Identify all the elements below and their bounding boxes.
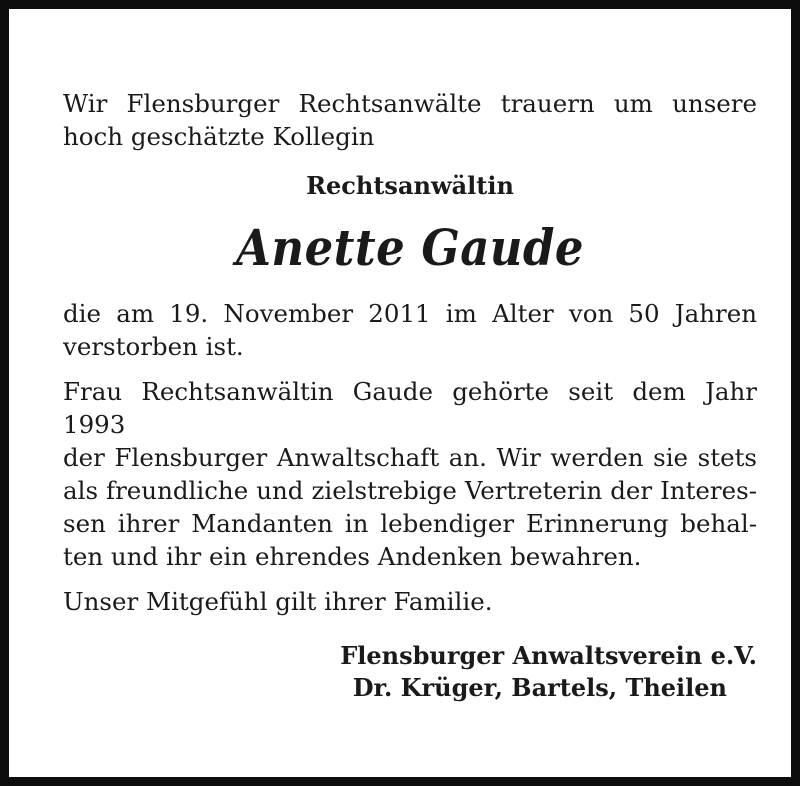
death-line: verstorben ist.	[63, 332, 244, 361]
deceased-name: Anette Gaude	[236, 218, 584, 277]
death-line: die am 19. November 2011 im Alter von 50 Jahren	[63, 299, 757, 328]
tribute-paragraph	[63, 375, 757, 573]
tribute-line: als freundliche und zielstrebige Vertreterin der Interes-	[63, 476, 757, 505]
intro-line: Wir Flensburger Rechtsanwälte trauern um unsere	[63, 89, 757, 118]
intro-line: hoch geschätzte Kollegin	[63, 122, 375, 151]
tribute-line: sen ihrer Mandanten in lebendiger Erinnerung behal-	[63, 509, 757, 538]
sympathy-line: Unser Mitgefühl gilt ihrer Familie.	[63, 587, 493, 616]
signature-block	[63, 640, 757, 704]
professional-title: Rechtsanwältin	[306, 171, 514, 200]
tribute-line: der Flensburger Anwaltschaft an. Wir werden sie stets	[63, 443, 757, 472]
death-paragraph	[63, 297, 757, 363]
tribute-line: ten und ihr ein ehrendes Andenken bewahren.	[63, 542, 642, 571]
intro-paragraph	[63, 87, 757, 153]
signature-names: Dr. Krüger, Bartels, Theilen	[352, 673, 727, 702]
obituary-content	[63, 87, 757, 704]
tribute-line: Frau Rechtsanwältin Gaude gehörte seit dem Jahr 1993	[63, 377, 757, 439]
signature-organization: Flensburger Anwaltsverein e.V.	[340, 641, 757, 670]
